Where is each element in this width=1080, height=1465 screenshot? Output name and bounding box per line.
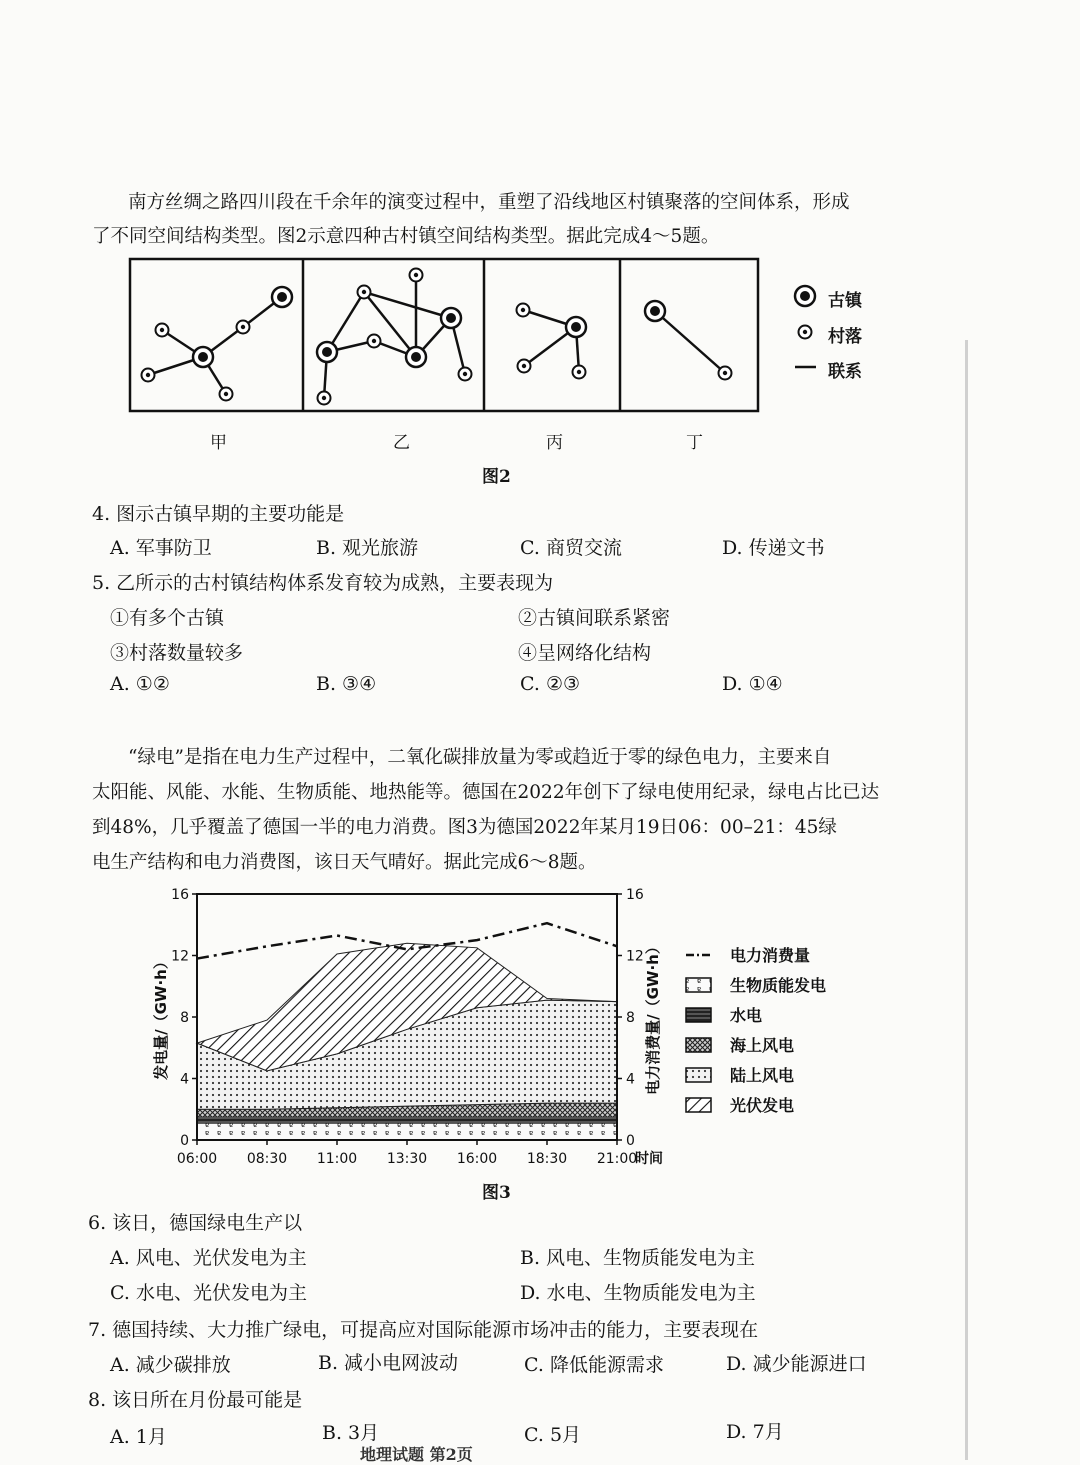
q8-option-c: C. 5月	[524, 1424, 582, 1446]
page-edge-rule	[965, 340, 968, 1460]
legend-label: 海上风电	[730, 1036, 795, 1055]
q5-option-d: D. ①④	[722, 673, 783, 695]
y-tick-label-right: 0	[626, 1133, 635, 1149]
y-tick-label-left: 4	[180, 1071, 189, 1088]
area-hydro	[197, 1117, 617, 1123]
x-tick-label: 18:30	[526, 1151, 568, 1167]
page-footer: 地理试题 第2页	[360, 1445, 473, 1464]
q4-stem: 4. 图示古镇早期的主要功能是	[92, 503, 345, 525]
panel-yi-network	[324, 275, 465, 398]
y-tick-label-left: 8	[180, 1010, 189, 1026]
q4-option-c: C. 商贸交流	[520, 537, 622, 559]
q7-option-d: D. 减少能源进口	[726, 1353, 867, 1375]
q6-option-a: A. 风电、光伏发电为主	[110, 1247, 307, 1269]
q8-option-d: D. 7月	[726, 1421, 784, 1443]
q5-stem: 5. 乙所示的古村镇结构体系发育较为成熟，主要表现为	[92, 572, 554, 594]
x-tick-label: 11:00	[316, 1151, 358, 1167]
q6-option-d: D. 水电、生物质能发电为主	[520, 1282, 756, 1304]
x-tick-label: 08:30	[246, 1151, 288, 1167]
legend-link-label: 联系	[828, 362, 862, 382]
passage2-line3: 到48%，几乎覆盖了德国一半的电力消费。图3为德国2022年某月19日06：00–21：45绿	[92, 817, 837, 838]
q5-item-1: ①有多个古镇	[110, 607, 225, 629]
figure-2-caption: 图2	[482, 467, 511, 487]
passage1-line2: 了不同空间结构类型。图2示意四种古村镇空间结构类型。据此完成4～5题。	[92, 226, 720, 247]
legend-town-icon	[795, 286, 815, 306]
x-tick-label: 21:00	[596, 1151, 638, 1167]
y-tick-label-left: 12	[171, 948, 189, 965]
q4-option-d: D. 传递文书	[722, 537, 825, 559]
figure-3-chart	[0, 880, 1080, 1180]
area-biomass	[197, 1123, 617, 1140]
q5-item-2: ②古镇间联系紧密	[518, 607, 671, 629]
q7-stem: 7. 德国持续、大力推广绿电，可提高应对国际能源市场冲击的能力，主要表现在	[88, 1319, 759, 1341]
q8-option-a: A. 1月	[110, 1426, 167, 1448]
q6-option-b: B. 风电、生物质能发电为主	[520, 1247, 756, 1269]
q4-option-a: A. 军事防卫	[110, 537, 212, 559]
legend-label: 光伏发电	[730, 1096, 795, 1115]
passage2-line1: “绿电”是指在电力生产过程中，二氧化碳排放量为零或趋近于零的绿色电力，主要来自	[128, 747, 832, 768]
legend-biomass-swatch	[686, 978, 711, 992]
x-axis-label: 时间	[635, 1151, 663, 1167]
passage2-line2: 太阳能、风能、水能、生物质能、地热能等。德国在2022年创下了绿电使用纪录，绿电占比已达	[92, 782, 880, 803]
figure-3-caption: 图3	[482, 1183, 511, 1203]
legend-label: 陆上风电	[730, 1066, 795, 1085]
panel-label-jia: 甲	[210, 433, 227, 453]
x-tick-label: 16:00	[456, 1151, 498, 1167]
q5-item-4: ④呈网络化结构	[518, 642, 652, 664]
q5-option-b: B. ③④	[316, 673, 377, 695]
legend-offshore-wind-swatch	[686, 1038, 711, 1052]
q7-option-c: C. 降低能源需求	[524, 1354, 664, 1376]
panel-label-ding: 丁	[686, 433, 703, 453]
legend-solar-pv-swatch	[686, 1098, 711, 1112]
q5-item-3: ③村落数量较多	[110, 642, 244, 664]
y-axis-label-right: 电力消费量/（GW·h）	[644, 939, 662, 1095]
panel-label-bing: 丙	[546, 433, 563, 453]
x-tick-label: 06:00	[176, 1151, 218, 1167]
q7-option-a: A. 减少碳排放	[110, 1354, 231, 1376]
legend-label: 水电	[730, 1006, 763, 1025]
q4-option-b: B. 观光旅游	[316, 537, 419, 559]
legend-label: 生物质能发电	[730, 976, 827, 995]
q8-stem: 8. 该日所在月份最可能是	[88, 1389, 303, 1411]
y-tick-label-right: 8	[626, 1010, 635, 1026]
passage2-line4: 电生产结构和电力消费图，该日天气晴好。据此完成6～8题。	[92, 852, 597, 873]
legend-onshore-wind-swatch	[686, 1068, 711, 1082]
legend-hydro-swatch	[686, 1008, 711, 1022]
q7-option-b: B. 减小电网波动	[318, 1352, 459, 1374]
y-tick-label-right: 4	[626, 1071, 635, 1088]
y-tick-label-left: 16	[171, 887, 189, 903]
legend-village-label: 村落	[828, 327, 862, 347]
panel-jia-network	[148, 297, 282, 394]
legend-village-icon	[799, 326, 812, 339]
y-axis-label-left: 发电量/（GW·h）	[152, 954, 170, 1080]
legend-town-label: 古镇	[828, 291, 862, 311]
legend-label: 电力消费量	[730, 946, 811, 965]
q5-option-a: A. ①②	[110, 673, 170, 695]
panel-label-yi: 乙	[393, 433, 410, 453]
figure-2	[0, 250, 1080, 490]
x-tick-label: 13:30	[386, 1151, 428, 1167]
q8-option-b: B. 3月	[322, 1422, 380, 1444]
q6-option-c: C. 水电、光伏发电为主	[110, 1282, 307, 1304]
panel-ding-network	[655, 311, 725, 373]
y-tick-label-left: 0	[180, 1133, 189, 1149]
passage1-line1: 南方丝绸之路四川段在千余年的演变过程中，重塑了沿线地区村镇聚落的空间体系，形成	[128, 192, 850, 213]
y-tick-label-right: 12	[626, 948, 644, 965]
y-tick-label-right: 16	[626, 887, 644, 903]
q6-stem: 6. 该日，德国绿电生产以	[88, 1212, 303, 1234]
q5-option-c: C. ②③	[520, 673, 581, 695]
